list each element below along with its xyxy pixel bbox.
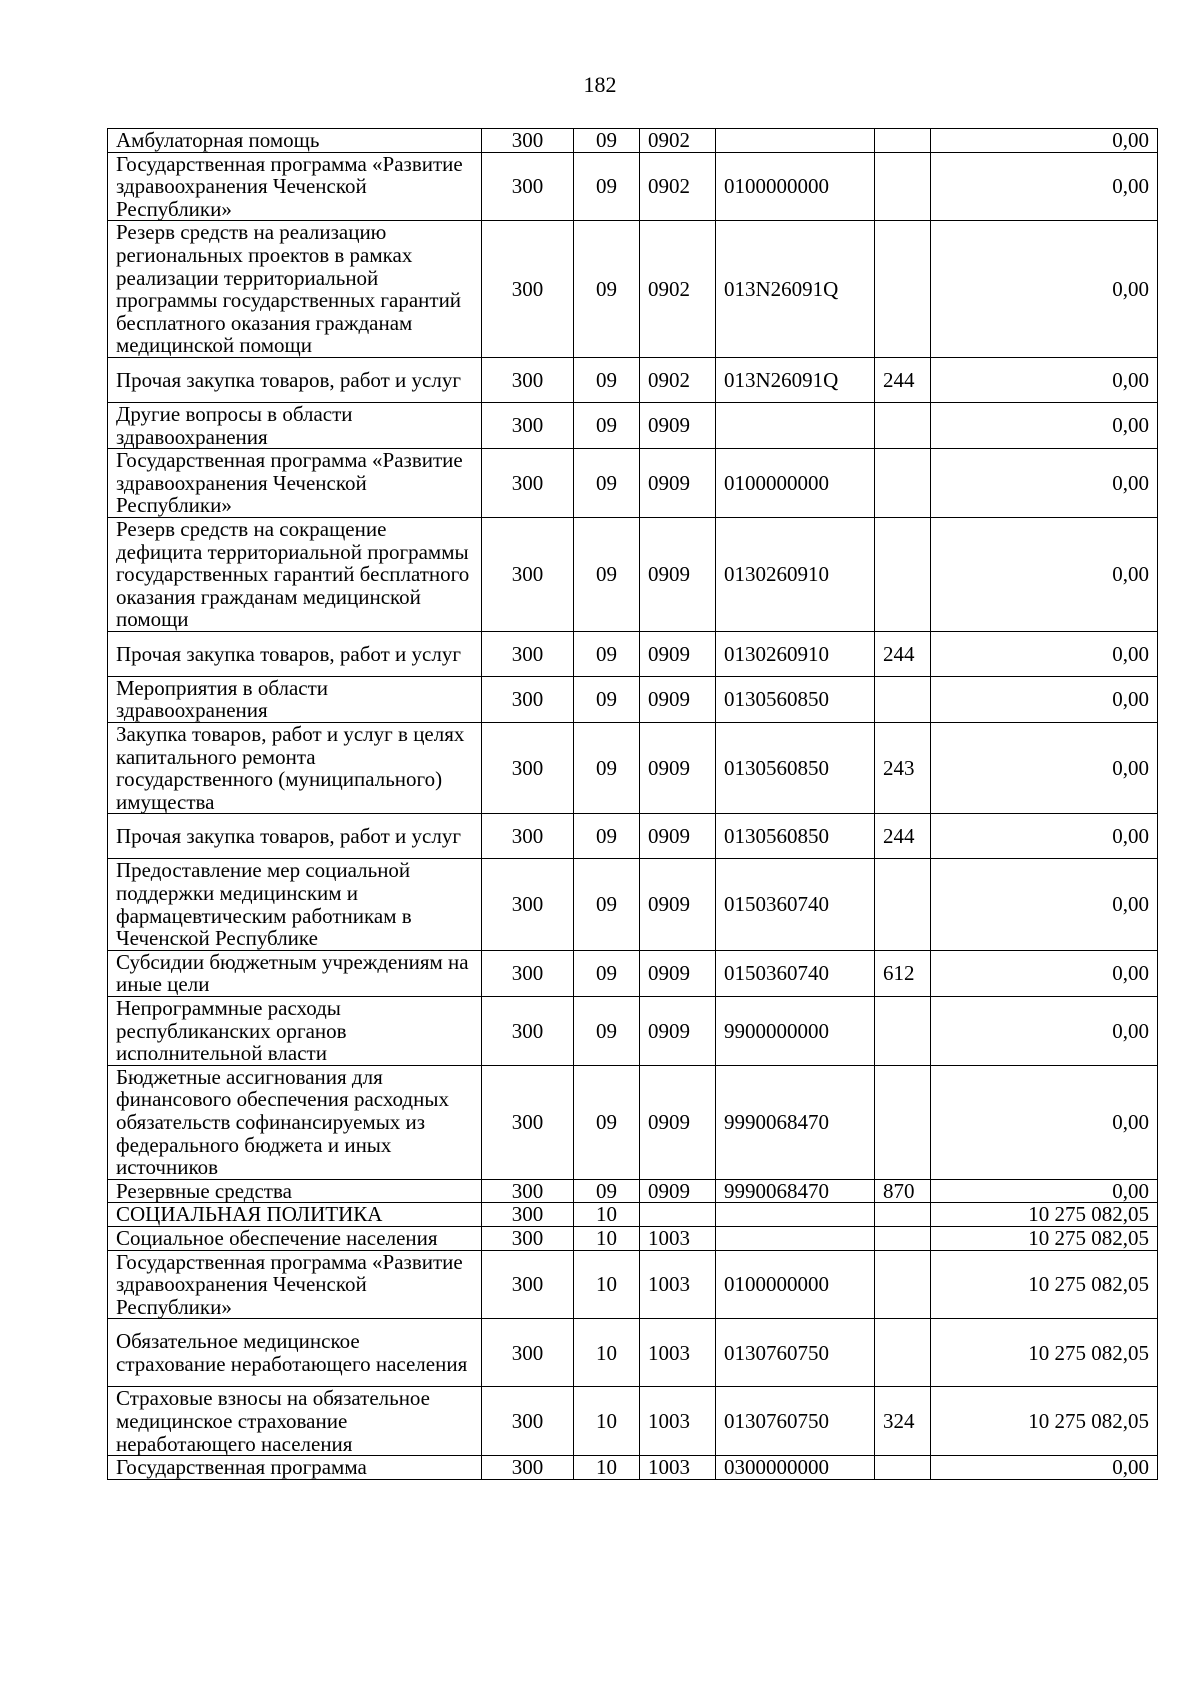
table-row [108, 997, 1158, 1066]
cell-target-article: 9900000000 [716, 997, 875, 1066]
cell-section: 09 [574, 997, 640, 1066]
cell-name: Непрограммные расходы республиканских органов исполнительной власти [108, 997, 482, 1066]
cell-subsection: 0909 [640, 814, 716, 859]
table-row [108, 357, 1158, 402]
cell-expense-type: 324 [875, 1387, 931, 1456]
cell-section: 09 [574, 129, 640, 153]
cell-amount: 10 275 082,05 [931, 1250, 1158, 1319]
cell-amount: 0,00 [931, 402, 1158, 448]
cell-target-article: 0300000000 [716, 1456, 875, 1480]
cell-name: Государственная программа «Развитие здравоохранения Чеченской Республики» [108, 449, 482, 518]
cell-name: Государственная программа «Развитие здравоохранения Чеченской Республики» [108, 1250, 482, 1319]
cell-subsection: 0902 [640, 129, 716, 153]
cell-expense-type [875, 859, 931, 950]
cell-target-article [716, 402, 875, 448]
cell-section: 09 [574, 814, 640, 859]
table-row [108, 723, 1158, 814]
cell-expense-type [875, 402, 931, 448]
cell-target-article: 0100000000 [716, 449, 875, 518]
cell-ministry-code: 300 [482, 129, 574, 153]
cell-section: 09 [574, 859, 640, 950]
cell-subsection: 0909 [640, 631, 716, 676]
cell-amount: 0,00 [931, 129, 1158, 153]
cell-subsection: 0909 [640, 859, 716, 950]
table-body [108, 129, 1158, 1480]
table-row [108, 1203, 1158, 1227]
cell-ministry-code: 300 [482, 221, 574, 358]
page-number: 182 [583, 72, 617, 97]
cell-amount: 0,00 [931, 631, 1158, 676]
cell-amount: 10 275 082,05 [931, 1319, 1158, 1387]
table-row [108, 1387, 1158, 1456]
table-row [108, 129, 1158, 153]
cell-section: 09 [574, 676, 640, 722]
cell-amount: 0,00 [931, 152, 1158, 221]
cell-subsection: 0902 [640, 357, 716, 402]
cell-ministry-code: 300 [482, 1179, 574, 1203]
cell-name: Амбулаторная помощь [108, 129, 482, 153]
cell-subsection: 1003 [640, 1456, 716, 1480]
cell-name: СОЦИАЛЬНАЯ ПОЛИТИКА [108, 1203, 482, 1227]
cell-name: Мероприятия в области здравоохранения [108, 676, 482, 722]
cell-expense-type: 870 [875, 1179, 931, 1203]
table-row [108, 402, 1158, 448]
cell-target-article: 9990068470 [716, 1065, 875, 1179]
cell-expense-type: 244 [875, 814, 931, 859]
cell-name: Бюджетные ассигнования для финансового обеспечения расходных обязательств софинансируемых из федерального бюджета и иных источников [108, 1065, 482, 1179]
cell-ministry-code: 300 [482, 814, 574, 859]
cell-target-article: 0100000000 [716, 152, 875, 221]
cell-expense-type: 244 [875, 631, 931, 676]
cell-amount: 0,00 [931, 517, 1158, 631]
cell-ministry-code: 300 [482, 357, 574, 402]
cell-name: Страховые взносы на обязательное медицинское страхование неработающего населения [108, 1387, 482, 1456]
cell-section: 09 [574, 152, 640, 221]
cell-ministry-code: 300 [482, 517, 574, 631]
cell-ministry-code: 300 [482, 152, 574, 221]
cell-name: Прочая закупка товаров, работ и услуг [108, 814, 482, 859]
cell-amount: 0,00 [931, 1456, 1158, 1480]
cell-name: Резервные средства [108, 1179, 482, 1203]
cell-expense-type [875, 449, 931, 518]
cell-name: Социальное обеспечение населения [108, 1226, 482, 1250]
cell-expense-type [875, 1319, 931, 1387]
table-row [108, 449, 1158, 518]
table-row [108, 1065, 1158, 1179]
cell-subsection: 1003 [640, 1387, 716, 1456]
cell-section: 09 [574, 1065, 640, 1179]
cell-name: Резерв средств на сокращение дефицита территориальной программы государственных гарантий бесплатного оказания гражданам медицинской помощи [108, 517, 482, 631]
cell-subsection [640, 1203, 716, 1227]
cell-amount: 0,00 [931, 723, 1158, 814]
cell-target-article: 0130760750 [716, 1387, 875, 1456]
cell-amount: 0,00 [931, 676, 1158, 722]
table-row [108, 950, 1158, 996]
cell-ministry-code: 300 [482, 1319, 574, 1387]
cell-expense-type [875, 676, 931, 722]
table-row [108, 1179, 1158, 1203]
cell-ministry-code: 300 [482, 997, 574, 1066]
cell-amount: 0,00 [931, 814, 1158, 859]
cell-subsection: 0902 [640, 152, 716, 221]
cell-ministry-code: 300 [482, 402, 574, 448]
cell-amount: 10 275 082,05 [931, 1203, 1158, 1227]
cell-name: Предоставление мер социальной поддержки медицинским и фармацевтическим работникам в Чеченской Республике [108, 859, 482, 950]
cell-ministry-code: 300 [482, 631, 574, 676]
cell-expense-type: 243 [875, 723, 931, 814]
cell-expense-type [875, 517, 931, 631]
cell-ministry-code: 300 [482, 723, 574, 814]
cell-target-article: 013N26091Q [716, 221, 875, 358]
cell-target-article: 0100000000 [716, 1250, 875, 1319]
cell-name: Государственная программа [108, 1456, 482, 1480]
cell-name: Резерв средств на реализацию региональных проектов в рамках реализации территориальной программы государственных гарантий бесплатного оказания гражданам медицинской помощи [108, 221, 482, 358]
cell-section: 09 [574, 950, 640, 996]
cell-amount: 10 275 082,05 [931, 1387, 1158, 1456]
cell-subsection: 1003 [640, 1226, 716, 1250]
cell-amount: 0,00 [931, 997, 1158, 1066]
table-row [108, 221, 1158, 358]
cell-expense-type [875, 152, 931, 221]
cell-ministry-code: 300 [482, 950, 574, 996]
cell-target-article: 0150360740 [716, 859, 875, 950]
cell-target-article: 0130560850 [716, 814, 875, 859]
table-row [108, 1456, 1158, 1480]
table-row [108, 859, 1158, 950]
cell-expense-type [875, 129, 931, 153]
cell-section: 10 [574, 1250, 640, 1319]
cell-target-article [716, 129, 875, 153]
cell-subsection: 0902 [640, 221, 716, 358]
table-row [108, 814, 1158, 859]
cell-section: 09 [574, 357, 640, 402]
cell-section: 10 [574, 1203, 640, 1227]
budget-table [107, 128, 1158, 1480]
cell-amount: 0,00 [931, 449, 1158, 518]
cell-section: 10 [574, 1387, 640, 1456]
cell-target-article: 0150360740 [716, 950, 875, 996]
cell-ministry-code: 300 [482, 1250, 574, 1319]
table-row [108, 1319, 1158, 1387]
cell-target-article: 0130260910 [716, 517, 875, 631]
cell-ministry-code: 300 [482, 1456, 574, 1480]
cell-target-article: 9990068470 [716, 1179, 875, 1203]
cell-amount: 0,00 [931, 1179, 1158, 1203]
cell-subsection: 0909 [640, 950, 716, 996]
cell-subsection: 0909 [640, 449, 716, 518]
cell-subsection: 0909 [640, 402, 716, 448]
cell-ministry-code: 300 [482, 449, 574, 518]
cell-subsection: 0909 [640, 676, 716, 722]
cell-section: 10 [574, 1319, 640, 1387]
cell-expense-type [875, 221, 931, 358]
cell-subsection: 1003 [640, 1250, 716, 1319]
cell-expense-type [875, 997, 931, 1066]
cell-subsection: 0909 [640, 1065, 716, 1179]
cell-ministry-code: 300 [482, 1226, 574, 1250]
cell-section: 10 [574, 1456, 640, 1480]
cell-name: Другие вопросы в области здравоохранения [108, 402, 482, 448]
cell-expense-type [875, 1226, 931, 1250]
cell-target-article: 0130760750 [716, 1319, 875, 1387]
cell-amount: 0,00 [931, 357, 1158, 402]
cell-amount: 0,00 [931, 1065, 1158, 1179]
table-row [108, 631, 1158, 676]
cell-target-article: 0130560850 [716, 676, 875, 722]
cell-section: 09 [574, 517, 640, 631]
cell-name: Субсидии бюджетным учреждениям на иные цели [108, 950, 482, 996]
table-row [108, 517, 1158, 631]
cell-section: 09 [574, 1179, 640, 1203]
cell-name: Прочая закупка товаров, работ и услуг [108, 631, 482, 676]
cell-expense-type [875, 1203, 931, 1227]
cell-amount: 0,00 [931, 950, 1158, 996]
table-row [108, 676, 1158, 722]
cell-amount: 0,00 [931, 221, 1158, 358]
cell-ministry-code: 300 [482, 676, 574, 722]
cell-expense-type [875, 1456, 931, 1480]
cell-target-article: 013N26091Q [716, 357, 875, 402]
cell-target-article [716, 1203, 875, 1227]
cell-subsection: 0909 [640, 997, 716, 1066]
cell-section: 10 [574, 1226, 640, 1250]
cell-section: 09 [574, 631, 640, 676]
cell-section: 09 [574, 402, 640, 448]
cell-expense-type: 244 [875, 357, 931, 402]
cell-name: Прочая закупка товаров, работ и услуг [108, 357, 482, 402]
cell-amount: 0,00 [931, 859, 1158, 950]
cell-name: Обязательное медицинское страхование неработающего населения [108, 1319, 482, 1387]
cell-name: Закупка товаров, работ и услуг в целях капитального ремонта государственного (муниципального) имущества [108, 723, 482, 814]
cell-ministry-code: 300 [482, 1203, 574, 1227]
cell-subsection: 0909 [640, 517, 716, 631]
cell-subsection: 0909 [640, 1179, 716, 1203]
cell-ministry-code: 300 [482, 1065, 574, 1179]
table-row [108, 1250, 1158, 1319]
cell-name: Государственная программа «Развитие здравоохранения Чеченской Республики» [108, 152, 482, 221]
cell-subsection: 1003 [640, 1319, 716, 1387]
cell-expense-type [875, 1250, 931, 1319]
table-row [108, 1226, 1158, 1250]
cell-ministry-code: 300 [482, 859, 574, 950]
cell-target-article [716, 1226, 875, 1250]
cell-section: 09 [574, 449, 640, 518]
table-row [108, 152, 1158, 221]
cell-section: 09 [574, 221, 640, 358]
cell-amount: 10 275 082,05 [931, 1226, 1158, 1250]
cell-subsection: 0909 [640, 723, 716, 814]
cell-target-article: 0130260910 [716, 631, 875, 676]
cell-ministry-code: 300 [482, 1387, 574, 1456]
cell-target-article: 0130560850 [716, 723, 875, 814]
cell-section: 09 [574, 723, 640, 814]
cell-expense-type [875, 1065, 931, 1179]
cell-expense-type: 612 [875, 950, 931, 996]
